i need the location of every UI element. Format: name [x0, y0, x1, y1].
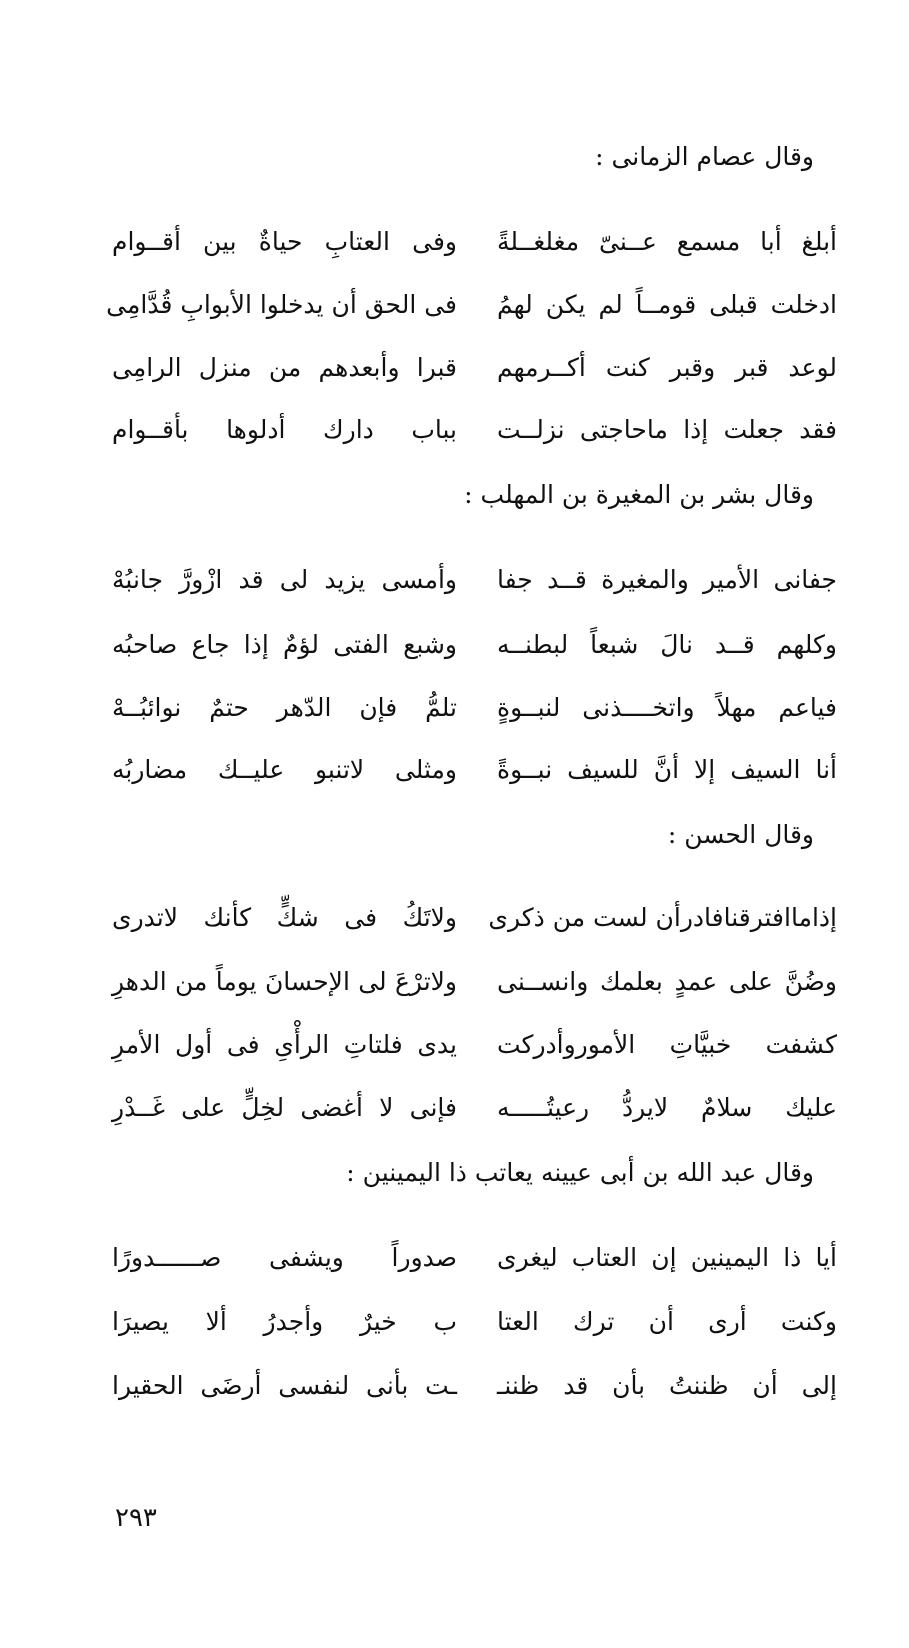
- verse-second-hemistich: وأمسى يزيد لى قد ازْورَّ جانبُهْ: [112, 565, 457, 594]
- poem-intro: وقال الحسن :: [667, 820, 814, 849]
- verse-first-hemistich: فقد جعلت إذا ماحاجتى نزلــت: [497, 415, 837, 444]
- verse-first-hemistich: وضُنَّ على عمدٍ بعلمك وانســنى: [497, 967, 837, 996]
- verse-second-hemistich: تلمُّ فإن الدّهر حتمٌ نوائبُــهْ: [112, 693, 457, 722]
- verse-second-hemistich: ب خيرٌ وأجدرُ ألا يصيرَا: [112, 1307, 457, 1336]
- verse-second-hemistich: وفى العتابِ حياةٌ بين أقــوام: [112, 227, 457, 256]
- verse-line: [0, 410, 909, 450]
- verse-line: [0, 1025, 909, 1065]
- verse-line: [0, 1302, 909, 1342]
- verse-line: [0, 560, 909, 600]
- verse-line: [0, 750, 909, 790]
- poem-intro: وقال عبد الله بن أبى عيينه يعاتب ذا اليمينين :: [346, 1158, 814, 1187]
- verse-line: [0, 222, 909, 262]
- verse-first-hemistich: وكلهم قــد نالَ شبعاً لبطنــه: [497, 630, 837, 659]
- verse-line: [0, 898, 909, 938]
- verse-second-hemistich: فإنى لا أغضى لخِلٍّ على غَــدْرِ: [112, 1093, 457, 1122]
- verse-line: [0, 625, 909, 665]
- verse-line: [0, 1088, 909, 1128]
- verse-second-hemistich: ولاترْعَ لى الإحسانَ يوماً من الدهرِ: [112, 967, 457, 996]
- page-number: ٢٩٣: [115, 1503, 157, 1533]
- verse-first-hemistich: عليك سلامٌ لايردُّ رعيتُـــــه: [497, 1093, 837, 1122]
- verse-line: [0, 962, 909, 1002]
- verse-second-hemistich: وشبع الفتى لؤمٌ إذا جاع صاحبُه: [112, 630, 457, 659]
- verse-second-hemistich: ـت بأنى لنفسى أرضَى الحقيرا: [112, 1371, 457, 1400]
- verse-first-hemistich: كشفت خبيَّاتِ الأموروأدركت: [497, 1030, 837, 1059]
- verse-first-hemistich: ادخلت قبلى قومــاً لم يكن لهمُ: [497, 290, 837, 319]
- poem-intro: وقال عصام الزمانى :: [595, 142, 814, 171]
- verse-first-hemistich: إلى أن ظننتُ بأن قد ظننـ: [497, 1371, 837, 1400]
- verse-first-hemistich: لوعد قبر وقبر كنت أكــرمهم: [497, 353, 837, 382]
- verse-second-hemistich: ولاتَكُ فى شكٍّ كأنك لاتدرى: [112, 903, 457, 932]
- verse-first-hemistich: إذاماافترقنافادرأن لست من ذكرى: [488, 903, 837, 932]
- verse-second-hemistich: صدوراً ويشفى صــــــدورًا: [112, 1243, 457, 1272]
- poem-intro: وقال بشر بن المغيرة بن المهلب :: [464, 480, 814, 509]
- verse-first-hemistich: أنا السيف إلا أنَّ للسيف نبــوةً: [497, 755, 837, 784]
- verse-second-hemistich: قبرا وأبعدهم من منزل الرامِى: [112, 353, 457, 382]
- verse-first-hemistich: وكنت أرى أن ترك العتا: [497, 1307, 837, 1336]
- verse-line: [0, 285, 909, 325]
- verse-line: [0, 348, 909, 388]
- verse-second-hemistich: يدى فلتاتِ الرأْىِ فى أول الأمرِ: [112, 1030, 457, 1059]
- verse-line: [0, 1366, 909, 1406]
- verse-first-hemistich: أيا ذا اليمينين إن العتاب ليغرى: [497, 1243, 837, 1272]
- verse-line: [0, 1238, 909, 1278]
- verse-second-hemistich: فى الحق أن يدخلوا الأبوابِ قُدَّامِى: [106, 290, 457, 319]
- verse-second-hemistich: بباب دارك أدلوها بأقــوام: [112, 415, 457, 444]
- verse-line: [0, 688, 909, 728]
- verse-first-hemistich: فياعم مهلاً واتخــــذنى لنبــوةٍ: [497, 693, 837, 722]
- verse-first-hemistich: جفانى الأمير والمغيرة قــد جفا: [497, 565, 837, 594]
- verse-first-hemistich: أبلغ أبا مسمع عــنىّ مغلغــلةً: [497, 227, 837, 256]
- verse-second-hemistich: ومثلى لاتنبو عليــك مضاربُه: [112, 755, 457, 784]
